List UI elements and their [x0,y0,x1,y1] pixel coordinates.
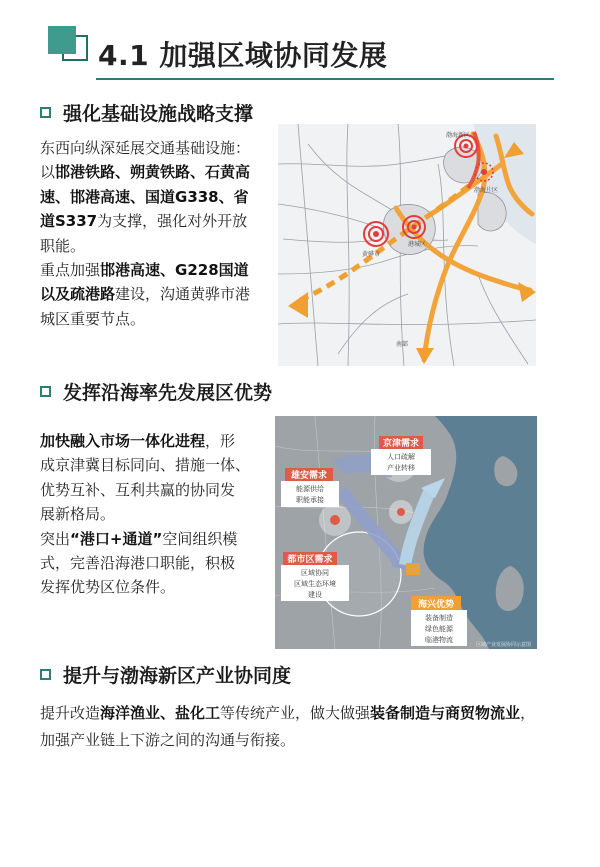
section-heading-infrastructure [40,99,253,125]
square-bullet-icon [40,386,51,397]
text-run: 提升改造 [40,704,101,722]
text-run: 建设，沟通黄骅市港 [115,285,251,304]
text-run: 职能。 [40,236,86,255]
square-bullet-icon [40,669,51,680]
text-line [40,429,272,453]
page-title: 4.1 加强区域协同发展 [98,39,388,72]
section-body-infrastructure [40,136,276,331]
text-line [40,234,276,258]
text-line [40,160,276,184]
bold-run: 装备制造与商贸物流业 [370,704,521,722]
text-line [40,551,272,575]
transport-map [278,124,536,366]
section-body-industry [40,700,564,754]
bold-run: “港口+通道” [70,529,163,548]
square-bullet-icon [40,107,51,118]
callout-xiongan [281,468,339,507]
callout-dushi-title: 都市区需求 [287,555,333,565]
text-line [40,502,272,526]
text-run: 展新格局。 [40,505,116,524]
text-run: 发挥优势区位条件。 [40,578,176,597]
text-line [40,727,564,754]
text-line [40,258,276,282]
text-line [40,527,272,551]
text-line [40,478,272,502]
text-line [40,700,564,727]
section-title: 提升与渤海新区产业协同度 [63,664,292,687]
text-run: 突出 [40,529,71,548]
text-run: 为支撑，强化对外开放 [97,212,248,231]
callout-haixing-title: 海兴优势 [417,600,455,610]
text-line [40,282,276,306]
text-run: 式，完善沿海港口职能，积极 [40,554,236,573]
header-underline [96,78,554,80]
callout-jingjin-item: 产业转移 [387,464,415,472]
text-line [40,307,276,331]
callout-jingjin [371,436,431,475]
section-heading-industry [40,661,291,687]
map-label-center: 黄骅市 [362,251,381,258]
text-run: ，形 [205,432,236,450]
text-run: 东西向纵深延展交通基础设施： [40,139,251,157]
text-run: 加强产业链上下游之间的沟通与衔接。 [40,731,296,749]
map-caption: 区域产业发展协同示意图 [475,642,531,648]
text-run: ， [520,704,536,722]
map-label-port-north: 渤海片区 [474,187,499,194]
text-line [40,575,272,599]
map-label-south: 南部 [396,341,409,348]
text-line [40,136,276,160]
bold-run: 海洋渔业、盐化工 [100,704,221,722]
section-title: 强化基础设施战略支撑 [63,102,254,125]
section-heading-coastal [40,378,272,404]
bold-run: 邯港高速、G228国道 [100,261,249,280]
section-body-coastal [40,429,272,600]
text-line [40,453,272,477]
regional-synergy-map [275,416,537,649]
callout-dushi-item: 建设 [308,591,322,599]
map-label-dev-zone: 港城区 [408,241,427,248]
text-line [40,185,276,209]
callout-haixing-item: 绿色能源 [425,625,453,633]
header-square-fill [48,26,76,54]
callout-haixing-item: 装备制造 [425,614,453,622]
text-run: 空间组织模 [162,529,238,548]
text-run: 重点加强 [40,261,101,280]
text-run: 以 [40,163,56,182]
bold-run: 以及疏港路 [40,285,116,304]
bold-run: 加快融入市场一体化进程 [40,432,206,450]
bold-run: 道S337 [40,212,98,231]
callout-dushi-item: 区域协同 [301,569,329,577]
regional-synergy-graphic [275,416,537,649]
text-run: 城区重要节点。 [40,309,146,328]
text-line [40,209,276,233]
text-run: 优势互补、互利共赢的协同发 [40,480,236,499]
text-run: 等传统产业，做大做强 [220,704,371,722]
callout-haixing [411,596,467,646]
callout-jingjin-item: 人口疏解 [387,453,415,461]
callout-xiongan-title: 雄安需求 [290,471,328,481]
callout-xiongan-item: 能源供给 [296,485,324,493]
callout-jingjin-title: 京津需求 [382,439,420,449]
callout-dushi-item: 区域生态环境 [294,580,336,588]
bold-run: 速、邯港高速、国道G338、省 [40,187,249,206]
transport-map-graphic [278,124,536,366]
section-title: 发挥沿海率先发展区优势 [63,381,273,404]
callout-haixing-item: 临港物流 [425,636,453,644]
callout-xiongan-item: 职能承接 [296,496,324,504]
map-label-north: 渤海新区 [446,132,471,139]
bold-run: 邯港铁路、朔黄铁路、石黄高 [55,163,251,182]
text-run: 成京津冀目标同向、措施一体、 [40,456,251,475]
